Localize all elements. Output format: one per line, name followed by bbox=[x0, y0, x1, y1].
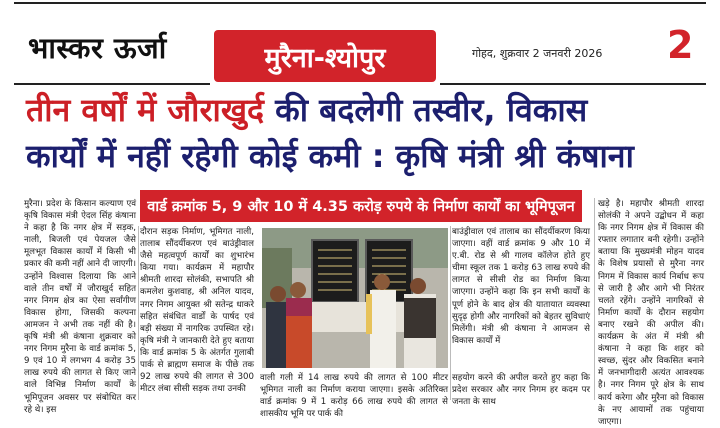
dateline: गोहद, शुक्रवार 2 जनवरी 2026 bbox=[472, 47, 603, 60]
article-column-4: बाउंड्रीवाल एवं तालाब का सौंदर्यीकरण किया जाएगा। वहीं वार्ड क्रमांक 9 और 10 में ए.बी. रोड से श्री गालव कॉलेज होते हुए चीमा स्कूल तक 1 करोड़ 63 लाख रुपये की लागत से सीसी रोड का निर्माण किया जाएगा। उन्होंने कहा कि इन सभी कार्यों के पूर्ण होने के बाद क्षेत्र की यातायात व्यवस्था सुदृढ़ होगी और नागरिकों को बेहतर सुविधाएं मिलेंगी। मंत्री श्री कंषाना ने आमजन से विकास कार्यों में bbox=[452, 227, 590, 346]
photo-illustration bbox=[262, 228, 448, 368]
newspaper-brand: भास्कर ऊर्जा bbox=[28, 31, 167, 65]
headline-blue-part: की बदलेगी तस्वीर, विकास bbox=[275, 91, 588, 129]
page-number: 2 bbox=[667, 23, 694, 67]
headline-red-part: तीन वर्षों में जौराखुर्द bbox=[26, 91, 264, 129]
article-column-1: मुरैना। प्रदेश के किसान कल्याण एवं कृषि विकास मंत्री ऐदल सिंह कंषाना ने कहा है कि नगर क्षेत्र में सड़क, नाली, बिजली एवं पेयजल जैसे मूलभूत विकास कार्यों में किसी भी प्रकार की कमी नहीं आने दी जाएगी। उन्होंने विश्वास दिलाया कि आने वाले तीन वर्षों में जौराखुर्द सहित नगर निगम क्षेत्र का ऐसा सर्वांगीण विकास होगा, जिसकी कल्पना आमजन ने अभी तक नहीं की है। कृषि मंत्री श्री कंषाना शुक्रवार को नगर निगम मुरैना के वार्ड क्रमांक 5, 9 एवं 10 में लगभग 4 करोड़ 35 लाख रुपये की लागत से किए जाने वाले विभिन्न निर्माण कार्यों के भूमिपूजन अवसर पर संबोधित कर रहे थे। इस bbox=[24, 199, 136, 415]
column-divider bbox=[594, 198, 595, 400]
photo-caption-left: वाली गली में 14 लाख रुपये की लागत से 100 मीटर भूमिगत नाली का निर्माण कराया जाएगा। इसके अतिरिक्त वार्ड क्रमांक 9 में 1 करोड़ 66 लाख रुपये की लागत से शासकीय भूमि पर पार्क की bbox=[260, 373, 448, 420]
article-column-5: खड़े है। महापौर श्रीमती शारदा सोलंकी ने अपने उद्बोधन में कहा कि नगर निगम क्षेत्र में विकास की रफ्तार लगातार बनी रहेगी। उन्होंने बताया कि मुख्यमंत्री मोहन यादव के विशेष प्रयासों से मुरैना नगर निगम में विकास कार्य निर्बाध रूप से जारी है और आगे भी निरंतर चलते रहेंगे। उन्होंने नागरिकों से निर्माण कार्यों के दौरान सहयोग बनाए रखने की अपील की। कार्यक्रम के अंत में मंत्री श्री कंषाना ने कहा कि शहर को स्वच्छ, सुंदर और विकसित बनाने में जनभागीदारी अत्यंत आवश्यक है। नगर निगम पूरे क्षेत्र के साथ कार्य करेगा और मुरैना को विकास के नए आयामों तक पहुंचाया जाएगा। bbox=[598, 199, 704, 427]
column-divider bbox=[450, 226, 451, 400]
section-title: मुरैना-श्योपुर bbox=[264, 42, 386, 74]
headline-line-2: कार्यों में नहीं रहेगी कोई कमी : कृषि मंत्री श्री कंषाना bbox=[26, 137, 634, 175]
masthead-rule-left bbox=[14, 83, 210, 85]
deck-bar bbox=[140, 190, 582, 222]
section-badge bbox=[214, 30, 436, 82]
article-column-2: दौरान सड़क निर्माण, भूमिगत नाली, तालाब सौंदर्यीकरण एवं बाउंड्रीवाल जैसे महत्वपूर्ण कार्यों का शुभारंभ किया गया। कार्यक्रम में महापौर श्रीमती शारदा सोलंकी, सभापति श्री कमलेश कुशवाह, श्री अनिल यादव, नगर निगम आयुक्त श्री सतेन्द्र धाकरे सहित संबंधित वार्डों के पार्षद एवं बड़ी संख्या में नागरिक उपस्थित रहे। कृषि मंत्री ने जानकारी देते हुए बताया कि वार्ड क्रमांक 5 के अंतर्गत गुलाबी पार्क से ब्राह्मण समाज के पीछे तक 92 लाख रुपये की लागत से 300 मीटर लंबा सीसी सड़क तथा उनकी bbox=[140, 227, 254, 395]
top-rule bbox=[14, 2, 706, 4]
headline-line-1 bbox=[26, 91, 716, 129]
photo-caption-right: सहयोग करने की अपील करते हुए कहा कि प्रदेश सरकार और नगर निगम हर कदम पर जनता के साथ bbox=[452, 373, 590, 408]
inauguration-photo bbox=[262, 228, 448, 368]
masthead-rule-right bbox=[440, 83, 706, 85]
column-divider bbox=[138, 226, 139, 400]
deck-text: वार्ड क्रमांक 5, 9 और 10 में 4.35 करोड़ रुपये के निर्माण कार्यों का भूमिपूजन bbox=[147, 199, 575, 215]
